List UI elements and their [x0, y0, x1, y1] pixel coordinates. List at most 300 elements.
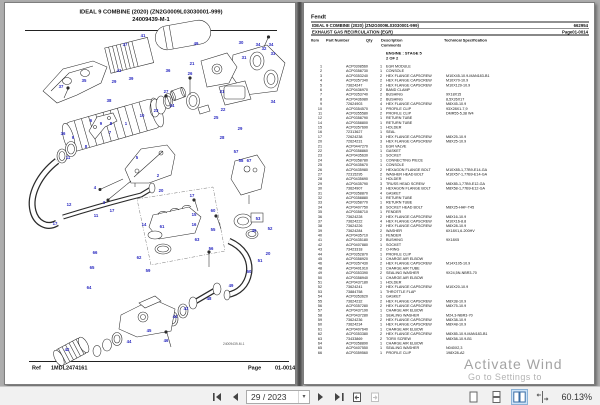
- callout-label: 22: [220, 107, 226, 112]
- left-page-subtitle: 24009439-M-1: [132, 16, 170, 23]
- table-cell: ACP0353240: [346, 73, 368, 78]
- table-cell: 72624238: [346, 134, 363, 139]
- table-cell: M10X85-1,77B9-E14-GA: [446, 167, 488, 172]
- table-cell: FENDER: [386, 233, 402, 238]
- table-cell: M8X75-10.9: [446, 303, 467, 308]
- table-cell: 2: [379, 110, 382, 116]
- table-cell: 46: [317, 261, 322, 266]
- table-cell: ACP0353380: [346, 331, 368, 337]
- table-cell: ACP0435980: [346, 167, 368, 172]
- table-cell: 2: [379, 167, 382, 172]
- table-cell: 198X28-A2: [446, 350, 465, 355]
- callout-label: 2: [156, 173, 160, 178]
- table-cell: M8X25-10.9: [446, 139, 467, 144]
- section-title: EXHAUST GAS RECIRCULATION (EGR): [312, 29, 393, 35]
- table-cell: HEX FLANGE CAPSCREW: [386, 331, 432, 337]
- table-cell: 29: [317, 181, 322, 186]
- callout-label: 10: [139, 113, 145, 118]
- table-cell: ACP0358870: [346, 190, 368, 196]
- table-cell: ACP0358860: [346, 148, 368, 154]
- table-cell: 2: [379, 336, 382, 341]
- callout-label: 50: [246, 269, 252, 274]
- table-cell: GASKET: [386, 294, 401, 299]
- table-cell: 1: [379, 129, 382, 135]
- table-cell: ACP0407750: [346, 204, 368, 210]
- callout-label: 33: [270, 51, 276, 56]
- table-cell: 11: [318, 110, 322, 116]
- table-cell: 42: [317, 242, 322, 247]
- table-cell: 1: [319, 64, 322, 69]
- table-cell: M8X48-10.9: [446, 322, 467, 327]
- table-cell: O-RING: [386, 247, 400, 252]
- table-cell: 1: [379, 64, 382, 69]
- section-row: [311, 29, 589, 36]
- previous-page-button[interactable]: [228, 389, 242, 404]
- table-cell: HEX FLANGE CAPSCREW: [386, 73, 432, 78]
- table-cell: GASKET: [386, 190, 401, 196]
- table-cell: ACP0407550: [346, 345, 368, 351]
- table-cell: HEX FLANGE CAPSCREW: [386, 261, 432, 266]
- callout-label: 27: [163, 89, 169, 94]
- table-cell: CONSOLE: [386, 162, 405, 168]
- table-cell: 55: [317, 298, 322, 304]
- callout-label: 60: [210, 208, 216, 213]
- table-cell: 61: [317, 326, 322, 332]
- ref-value: 1MDL2474161: [51, 365, 88, 371]
- table-cell: M8X58-10.9-B1: [446, 336, 472, 341]
- table-cell: 2: [379, 237, 382, 243]
- table-cell: 2: [379, 82, 382, 88]
- col-qty: Qty: [366, 38, 373, 43]
- callout-label: 12: [66, 202, 72, 207]
- table-cell: 8: [379, 204, 382, 210]
- table-cell: ACP0401910: [346, 265, 368, 271]
- table-cell: M10X20-10.9: [446, 284, 469, 290]
- callout-label: 46: [163, 338, 169, 343]
- table-cell: M8X38-10.9: [446, 298, 467, 304]
- table-cell: 9X24,5N-NBR3-70: [446, 270, 477, 276]
- table-cell: M10X129-10.9: [446, 82, 471, 88]
- table-cell: DMR55-5,38 W4: [446, 110, 474, 116]
- table-cell: SEALING WASHER: [386, 345, 420, 351]
- page-value: 01-0014: [275, 365, 296, 371]
- table-cell: 32: [317, 195, 322, 200]
- table-cell: 2: [379, 303, 382, 308]
- table-cell: CHARGE AIR TUBE: [386, 265, 420, 271]
- table-cell: 1: [379, 289, 382, 294]
- table-cell: ACP0353390: [346, 270, 368, 276]
- table-cell: 41: [317, 237, 322, 243]
- table-cell: ACP0358800: [346, 120, 368, 125]
- table-cell: M8X28-10.9: [446, 223, 467, 229]
- table-cell: 40: [317, 233, 322, 238]
- table-cell: HEX FLANGE CAPSCREW: [386, 139, 432, 144]
- table-cell: 49: [317, 270, 322, 276]
- hose-sleeve: [51, 335, 91, 367]
- table-cell: 73624226: [346, 223, 363, 229]
- table-cell: 26: [317, 167, 322, 172]
- right-page: [303, 2, 595, 385]
- table-cell: 16: [317, 129, 322, 135]
- table-cell: 73624236: [346, 317, 363, 323]
- table-cell: 73624241: [346, 284, 363, 290]
- table-cell: 50: [317, 275, 322, 280]
- chevron-down-icon[interactable]: ▾: [298, 391, 309, 403]
- table-cell: 38: [317, 223, 322, 229]
- table-cell: ACP0358710: [346, 209, 368, 215]
- table-cell: 62: [317, 331, 322, 337]
- table-cell: HOLDER: [386, 279, 402, 285]
- table-cell: M10X70-10.9: [446, 78, 469, 83]
- col-tech-spec: Technical Specification: [444, 38, 488, 43]
- status-bar: [0, 386, 600, 405]
- table-cell: ACP0358940: [346, 275, 368, 280]
- callout-label: 67: [246, 158, 252, 163]
- table-cell: 63: [317, 336, 322, 341]
- table-cell: ACP0407640: [346, 326, 368, 332]
- table-cell: 72313627: [346, 129, 363, 135]
- table-cell: 1: [379, 148, 382, 154]
- table-cell: 3: [379, 139, 382, 144]
- table-cell: 73624234: [346, 322, 363, 327]
- table-cell: 1: [379, 200, 382, 205]
- callout-label: 49: [193, 41, 199, 46]
- callout-label: 26: [187, 71, 193, 76]
- table-cell: ACP0358780: [346, 157, 368, 163]
- table-cell: HEX FLANGE CAPSCREW: [386, 322, 432, 327]
- table-cell: ACP0435790: [346, 181, 368, 186]
- table-cell: ACP0435180: [346, 237, 368, 243]
- ring: [93, 346, 101, 357]
- callout-label: 48: [206, 296, 212, 301]
- previous-view-button[interactable]: [350, 389, 364, 404]
- table-cell: 2: [379, 223, 382, 229]
- table-cell: CHARGE AIR ELBOW: [386, 275, 424, 280]
- table-cell: 9: [319, 101, 322, 107]
- facing-pages-view-button[interactable]: [511, 389, 528, 405]
- table-cell: SEAL: [386, 129, 396, 135]
- callout-label: 5: [135, 155, 139, 160]
- callout-label: 6: [89, 118, 93, 123]
- table-cell: ACP0357430: [346, 261, 368, 266]
- heat-shield: [43, 61, 107, 103]
- next-page-icon: [317, 392, 325, 402]
- callout-label: 44: [172, 314, 178, 319]
- table-cell: 73884758: [346, 289, 363, 294]
- table-cell: 53: [317, 289, 322, 294]
- callout-label: 17: [189, 193, 195, 198]
- zoom-level-label: 60.13%: [561, 391, 592, 402]
- table-cell: 20: [317, 139, 322, 144]
- page-number-input[interactable]: [246, 390, 310, 404]
- table-cell: M8X38-10.9: [446, 317, 467, 323]
- callout-label: 9: [99, 121, 103, 126]
- table-cell: 2: [379, 317, 382, 323]
- table-cell: ACP0358730: [346, 68, 368, 74]
- table-cell: 1: [379, 125, 382, 130]
- callout-label: 36: [165, 68, 171, 73]
- callout-label: 63: [194, 237, 200, 242]
- table-cell: 33: [317, 200, 322, 205]
- continuous-view-button[interactable]: [488, 389, 505, 405]
- table-cell: 9X18X15: [446, 92, 462, 97]
- table-cell: ACP0357690: [346, 125, 368, 130]
- table-cell: M10X16-8.8: [446, 218, 467, 224]
- callout-label: 20: [158, 188, 164, 193]
- table-cell: 73433869: [346, 336, 363, 341]
- table-cell: 2: [379, 261, 382, 266]
- callout-label: 31: [219, 89, 225, 94]
- table-cell: 27: [317, 171, 322, 177]
- callout-label: 11: [65, 155, 71, 160]
- table-cell: M8X45-10.9: [446, 101, 467, 107]
- table-cell: ACP0436980: [346, 96, 368, 102]
- table-cell: EGR VALVE: [386, 143, 407, 149]
- col-description: Description: [381, 38, 403, 43]
- windows-activation-watermark-sub: Go to Settings to: [468, 372, 542, 382]
- group-subtitle: 2 OF 2: [386, 56, 399, 61]
- table-cell: ACP0359560: [346, 350, 368, 355]
- table-cell: SEALING WASHER: [386, 270, 420, 276]
- table-cell: ACP0355580: [346, 110, 368, 116]
- callout-label: 9: [71, 135, 75, 140]
- callout-label: 42: [64, 347, 70, 352]
- air-duct-bellows: [105, 37, 154, 73]
- table-cell: 2: [379, 78, 382, 83]
- table-cell: 1: [379, 350, 382, 355]
- table-cell: 1: [379, 233, 382, 238]
- table-cell: 1: [379, 279, 382, 285]
- table-cell: 59: [317, 317, 322, 323]
- table-cell: CHARGE AIR ELBOW: [386, 256, 424, 262]
- table-cell: 1: [379, 341, 382, 346]
- table-cell: ACP0358890: [346, 341, 368, 346]
- table-cell: ACP0353740: [346, 92, 368, 97]
- table-cell: 3: [319, 73, 322, 78]
- table-cell: TRUSS HEAD SCREW: [386, 181, 425, 186]
- table-cell: HEX FLANGE CAPSCREW: [386, 303, 432, 308]
- table-cell: 73624228: [346, 214, 363, 219]
- table-cell: M14X105-10.9: [446, 261, 471, 266]
- table-cell: 60: [317, 322, 322, 327]
- table-cell: 1: [379, 162, 382, 168]
- callout-label: 20: [265, 251, 271, 256]
- callout-label: 11: [93, 213, 99, 218]
- callout-label: 24: [169, 103, 175, 108]
- table-cell: 1: [379, 312, 382, 318]
- callout-label: 3: [102, 200, 106, 205]
- callout-label: 53: [255, 216, 261, 221]
- table-cell: SOCKET: [386, 153, 402, 158]
- table-cell: 72624903: [346, 101, 363, 107]
- throttle-flap: [234, 214, 252, 228]
- table-cell: WASHER: [386, 228, 403, 233]
- table-cell: 58: [317, 312, 322, 318]
- table-cell: 56: [317, 303, 322, 308]
- table-cell: M8X85-1,77B9-E12-GA: [446, 181, 486, 186]
- table-cell: HEX FLANGE CAPSCREW: [386, 298, 432, 304]
- air-canister: [153, 18, 212, 51]
- table-cell: 3: [379, 134, 382, 139]
- callout-label: 44: [126, 339, 132, 344]
- callout-label: 34: [270, 99, 276, 104]
- windows-activation-watermark: Activate Wind: [464, 356, 563, 372]
- table-cell: 2: [379, 214, 382, 219]
- table-cell: M8X25-HHF-T45: [446, 204, 475, 210]
- table-cell: 25: [317, 162, 322, 168]
- table-cell: 2: [319, 68, 322, 74]
- table-cell: 1: [379, 106, 382, 111]
- callout-label: 29: [111, 79, 117, 84]
- table-cell: 8: [319, 96, 322, 102]
- table-cell: 4: [379, 218, 382, 224]
- callout-label: 25: [213, 115, 219, 120]
- ring: [103, 339, 112, 351]
- table-cell: 1: [379, 195, 382, 200]
- table-cell: RETURN TUBE: [386, 200, 413, 205]
- callout-label: 51: [257, 258, 263, 263]
- left-page: [4, 2, 296, 385]
- ring: [112, 333, 122, 346]
- table-cell: 73624907: [346, 186, 363, 191]
- table-cell: 9X18X5: [446, 237, 460, 243]
- table-cell: 1: [379, 120, 382, 125]
- table-cell: BAND CLAMP: [386, 87, 411, 92]
- table-cell: 45: [317, 256, 322, 262]
- table-cell: ACP0435670: [346, 162, 368, 168]
- last-page-icon: [334, 392, 345, 402]
- table-cell: 39: [317, 228, 322, 233]
- callout-label: 37: [58, 84, 64, 89]
- table-cell: 64: [317, 341, 322, 346]
- table-cell: SOCKET: [386, 242, 402, 247]
- callout-label: 41: [116, 68, 122, 73]
- table-cell: 14: [317, 120, 322, 125]
- table-cell: M8X16-10.9: [446, 214, 467, 219]
- table-cell: ACP0352870: [346, 251, 368, 257]
- table-cell: CONNECTING PIECE: [386, 157, 423, 163]
- table-cell: HEX FLANGE CAPSCREW: [386, 223, 432, 229]
- table-cell: ACP0435690: [346, 176, 368, 182]
- table-cell: ACP0357340: [346, 78, 368, 83]
- table-cell: M10X45-10.9-MAN183-B1: [446, 73, 490, 78]
- table-cell: HOLDER: [386, 176, 402, 182]
- next-view-button[interactable]: [368, 389, 382, 404]
- table-cell: BUSHING: [386, 92, 403, 97]
- table-cell: 1: [379, 265, 382, 271]
- col-part-number: Part Number: [326, 38, 350, 43]
- support-bracket: [125, 145, 175, 183]
- table-cell: 2: [379, 92, 382, 97]
- single-page-view-button[interactable]: [465, 389, 482, 405]
- table-cell: 72624231: [346, 139, 363, 144]
- left-page-title: IDEAL 9 COMBINE (2020) (ZN2G0009L03030001-999): [79, 9, 223, 15]
- table-cell: 72315295: [346, 171, 363, 177]
- adapter: [187, 93, 200, 110]
- table-cell: ACP0358880: [346, 195, 368, 200]
- table-cell: 6X18X1,6-200HV: [446, 228, 475, 233]
- table-cell: 1: [379, 322, 382, 327]
- table-cell: 36: [317, 214, 322, 219]
- callout-label: 23: [153, 108, 159, 113]
- callout-label: 8: [109, 121, 113, 126]
- next-page-button[interactable]: [314, 389, 328, 404]
- table-cell: 4: [379, 101, 382, 107]
- table-cell: 48: [317, 265, 322, 271]
- table-cell: FENDER: [386, 209, 402, 215]
- table-cell: HEX FLANGE CAPSCREW: [386, 134, 432, 139]
- table-cell: 57: [317, 308, 322, 313]
- table-cell: ACP0308560: [346, 64, 368, 69]
- callout-label: 34: [255, 42, 261, 47]
- table-cell: 1: [379, 143, 382, 149]
- callout-label: 32: [261, 46, 267, 51]
- table-cell: 52: [317, 284, 322, 290]
- next-view-icon: [369, 391, 381, 403]
- table-cell: 43: [317, 247, 322, 252]
- callout-label: 35: [81, 78, 87, 83]
- table-cell: 2: [379, 73, 382, 78]
- table-cell: 2: [379, 298, 382, 304]
- table-cell: ACP0437190: [346, 308, 368, 313]
- page-number-value: 29 / 2023: [251, 391, 287, 402]
- table-cell: HEX FLANGE CAPSCREW: [386, 284, 432, 290]
- table-cell: 73624232: [346, 298, 363, 304]
- callout-label: 39: [128, 76, 134, 81]
- first-page-icon: [212, 392, 223, 402]
- callout-label: 8: [84, 144, 88, 149]
- table-cell: 2: [379, 171, 382, 177]
- table-cell: 65: [317, 345, 322, 351]
- callout-label: 4: [93, 185, 97, 190]
- table-cell: 1: [379, 251, 382, 257]
- table-cell: 1: [379, 115, 382, 121]
- last-page-button[interactable]: [332, 389, 346, 404]
- table-cell: 1: [379, 256, 382, 262]
- callout-label: 57: [233, 149, 239, 154]
- table-cell: 34: [317, 204, 322, 210]
- table-cell: CHARGE AIR ELBOW: [386, 326, 424, 332]
- table-cell: 10: [317, 106, 322, 111]
- table-cell: SOCKET HEAD BOLT: [386, 204, 423, 210]
- table-cell: CHARGE AIR ELBOW: [386, 308, 424, 313]
- table-cell: 1: [379, 176, 382, 182]
- callout-label: 38: [106, 98, 112, 103]
- table-cell: SEALING WASHER: [386, 312, 420, 318]
- table-cell: 1: [379, 157, 382, 163]
- callout-label: 21: [189, 61, 195, 66]
- exploded-diagram: [5, 3, 297, 386]
- callout-label: 66: [92, 250, 98, 255]
- table-cell: ACP0353620: [346, 294, 368, 299]
- table-cell: BUSHING: [386, 96, 403, 102]
- callout-label: 41: [140, 33, 146, 38]
- table-cell: PROFILE CLIP: [386, 350, 412, 355]
- table-cell: HEX FLANGE CAPSCREW: [386, 317, 432, 323]
- table-cell: HEX FLANGE CAPSCREW: [386, 218, 432, 224]
- callout-label: 37: [122, 42, 128, 47]
- page-navigation: [210, 387, 382, 405]
- table-cell: 2: [379, 270, 382, 276]
- table-cell: 5: [319, 82, 322, 88]
- table-cell: 66: [317, 350, 322, 355]
- fit-width-view-button[interactable]: [534, 389, 551, 405]
- table-cell: ACP0354570: [346, 106, 368, 111]
- first-page-button[interactable]: [210, 389, 224, 404]
- table-cell: 1: [379, 345, 382, 351]
- continuous-view-icon: [492, 391, 501, 403]
- callout-label: 34: [268, 42, 274, 47]
